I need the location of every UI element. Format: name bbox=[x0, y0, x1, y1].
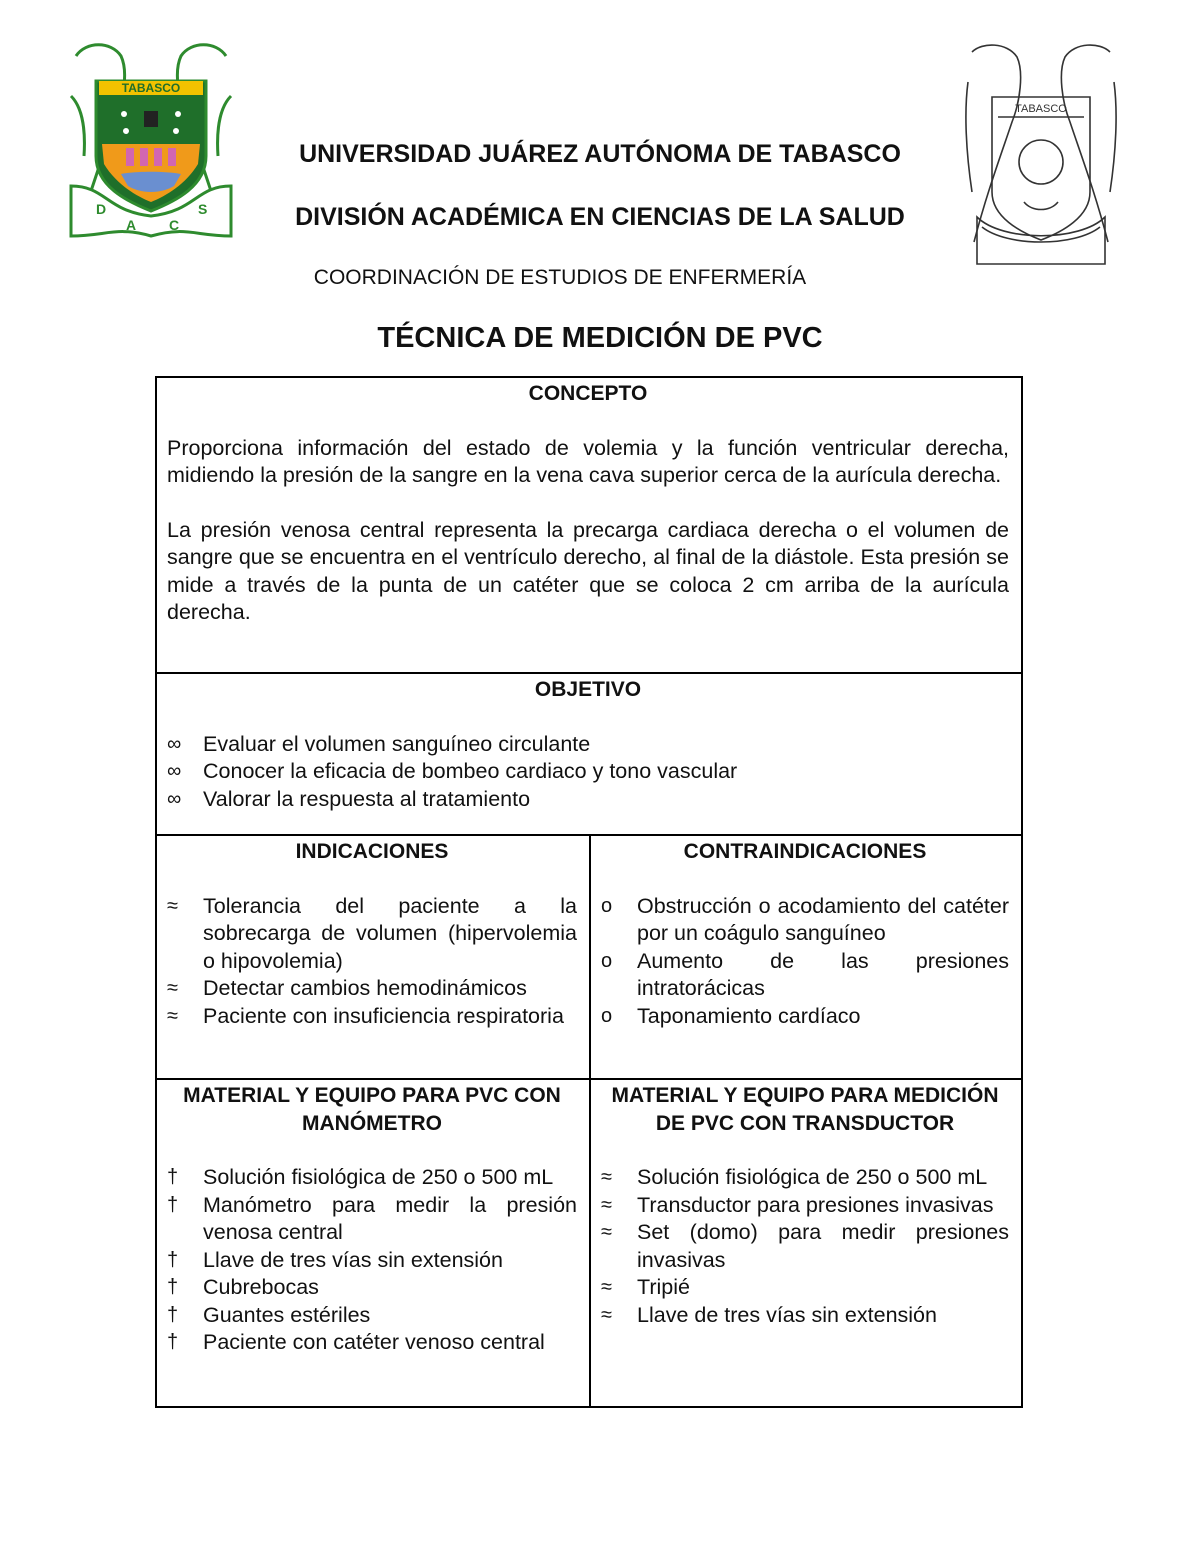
list-item: † Cubrebocas bbox=[167, 1274, 577, 1302]
indicaciones-title: INDICACIONES bbox=[295, 840, 449, 863]
dagger-bullet-icon: † bbox=[167, 1193, 179, 1216]
coordination-name: COORDINACIÓN DE ESTUDIOS DE ENFERMERÍA bbox=[313, 266, 807, 289]
approx-bullet-icon: ≈ bbox=[601, 1276, 612, 1298]
contraindicaciones-title: CONTRAINDICACIONES bbox=[683, 840, 927, 863]
list-item: † Guantes estériles bbox=[167, 1302, 577, 1330]
material-transductor-list bbox=[601, 1164, 1009, 1329]
document-title: TÉCNICA DE MEDICIÓN DE PVC bbox=[377, 322, 823, 354]
dagger-bullet-icon: † bbox=[167, 1276, 179, 1298]
concepto-title: CONCEPTO bbox=[528, 382, 648, 405]
approx-bullet-icon: ≈ bbox=[601, 1193, 612, 1216]
approx-bullet-icon: ≈ bbox=[167, 894, 178, 917]
list-item: † Manómetro para medir la presión venosa central bbox=[167, 1192, 577, 1244]
contraindicaciones-cell bbox=[590, 835, 1022, 1079]
material-transductor-cell bbox=[590, 1079, 1022, 1407]
circle-bullet-icon: o bbox=[601, 949, 613, 972]
list-item: o Aumento de las presiones intratorácicas bbox=[601, 948, 1009, 1000]
circle-bullet-icon: o bbox=[601, 894, 613, 917]
objetivo-cell bbox=[156, 673, 1022, 835]
dagger-bullet-icon: † bbox=[167, 1248, 179, 1271]
list-item: † Solución fisiológica de 250 o 500 mL bbox=[167, 1164, 577, 1192]
circle-bullet-icon: o bbox=[601, 1004, 613, 1027]
dagger-bullet-icon: † bbox=[167, 1166, 179, 1188]
right-logo-banner: TABASCO bbox=[1015, 103, 1067, 115]
left-logo-letter-c: C bbox=[169, 217, 180, 233]
concepto-paragraph-2: La presión venosa central representa la precarga cardiaca derecha o el volumen de sangre que se encuentra en el ventrículo derecho, al final de la diástole. Esta presión se mide a través de la punta de un catéter que se coloca 2 cm arriba de la aurícula derecha. bbox=[167, 517, 1009, 624]
material-manometro-title: MATERIAL Y EQUIPO PARA PVC CON MANÓMETRO bbox=[183, 1084, 561, 1135]
list-item: ≈ Detectar cambios hemodinámicos bbox=[167, 975, 577, 1003]
division-name: DIVISIÓN ACADÉMICA EN CIENCIAS DE LA SALUD bbox=[295, 203, 905, 231]
list-item: o Obstrucción o acodamiento del catéter por un coágulo sanguíneo bbox=[601, 893, 1009, 945]
concepto-row bbox=[156, 377, 1022, 673]
list-item: o Taponamiento cardíaco bbox=[601, 1003, 1009, 1031]
dagger-bullet-icon: † bbox=[167, 1303, 179, 1326]
left-logo-banner: TABASCO bbox=[121, 81, 181, 95]
university-name: UNIVERSIDAD JUÁREZ AUTÓNOMA DE TABASCO bbox=[299, 140, 901, 168]
infinity-bullet-icon: ∞ bbox=[167, 760, 182, 782]
approx-bullet-icon: ≈ bbox=[601, 1221, 612, 1243]
list-item: ≈ Tripié bbox=[601, 1274, 1009, 1302]
infinity-bullet-icon: ∞ bbox=[167, 787, 182, 810]
list-item: ∞ Evaluar el volumen sanguíneo circulante bbox=[167, 731, 1009, 759]
left-logo-letter-d: D bbox=[96, 201, 107, 217]
approx-bullet-icon: ≈ bbox=[601, 1303, 612, 1326]
concepto-paragraph-1: Proporciona información del estado de volemia y la función ventricular derecha, midiendo la presión de la sangre en la vena cava superior cerca de la aurícula derecha. bbox=[167, 435, 1009, 487]
material-manometro-cell bbox=[156, 1079, 590, 1407]
list-item: ≈ Transductor para presiones invasivas bbox=[601, 1192, 1009, 1220]
infinity-bullet-icon: ∞ bbox=[167, 732, 182, 755]
dagger-bullet-icon: † bbox=[167, 1331, 179, 1353]
material-transductor-title: MATERIAL Y EQUIPO PARA MEDICIÓN DE PVC CON TRANSDUCTOR bbox=[611, 1084, 999, 1135]
list-item: ≈ Paciente con insuficiencia respiratoria bbox=[167, 1003, 577, 1031]
material-manometro-list bbox=[167, 1164, 577, 1357]
objetivo-list bbox=[167, 731, 1009, 814]
approx-bullet-icon: ≈ bbox=[601, 1166, 612, 1188]
indicaciones-list bbox=[167, 893, 577, 1031]
contraindicaciones-list bbox=[601, 893, 1009, 1031]
approx-bullet-icon: ≈ bbox=[167, 977, 178, 999]
indicaciones-cell bbox=[156, 835, 590, 1079]
list-item: † Paciente con catéter venoso central bbox=[167, 1329, 577, 1357]
list-item: † Llave de tres vías sin extensión bbox=[167, 1247, 577, 1275]
material-row bbox=[156, 1079, 1022, 1407]
objetivo-row bbox=[156, 673, 1022, 835]
list-item: ≈ Solución fisiológica de 250 o 500 mL bbox=[601, 1164, 1009, 1192]
left-logo-letter-s: S bbox=[198, 201, 208, 217]
procedure-table bbox=[155, 376, 1023, 1408]
list-item: ≈ Llave de tres vías sin extensión bbox=[601, 1302, 1009, 1330]
approx-bullet-icon: ≈ bbox=[167, 1004, 178, 1027]
indicaciones-row bbox=[156, 835, 1022, 1079]
concepto-cell bbox=[156, 377, 1022, 673]
list-item: ≈ Tolerancia del paciente a la sobrecarga de volumen (hipervolemia o hipovolemia) bbox=[167, 893, 577, 973]
objetivo-title: OBJETIVO bbox=[534, 678, 642, 701]
left-logo-letter-a: A bbox=[126, 217, 137, 233]
list-item: ≈ Set (domo) para medir presiones invasivas bbox=[601, 1220, 1009, 1272]
list-item: ∞ Valorar la respuesta al tratamiento bbox=[167, 786, 1009, 814]
list-item: ∞ Conocer la eficacia de bombeo cardiaco y tono vascular bbox=[167, 758, 1009, 786]
